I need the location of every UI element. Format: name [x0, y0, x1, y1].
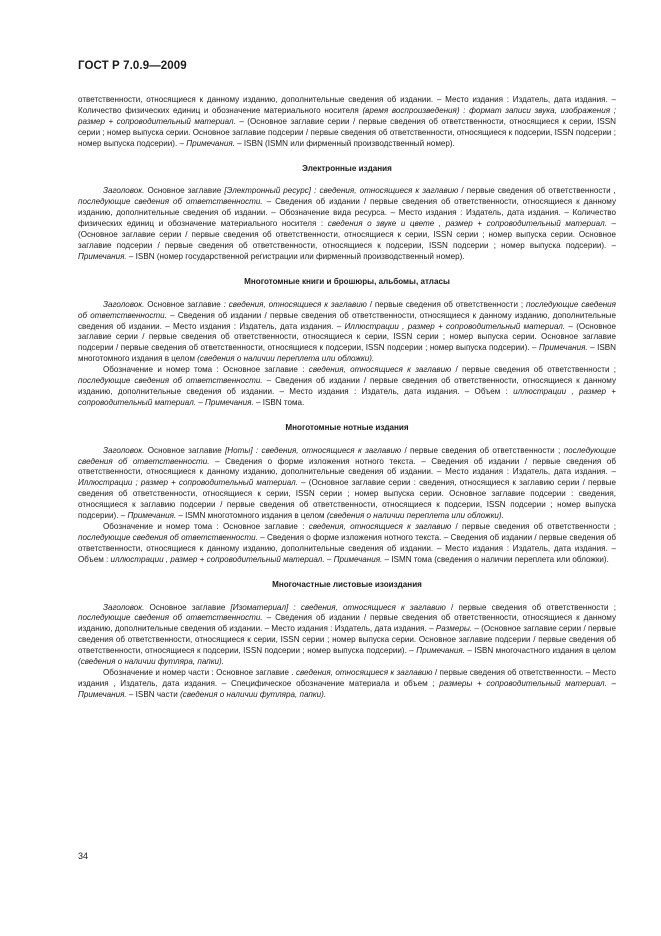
text-run: – ISBN (номер государственной регистрации или фирменный производственный номер).	[126, 251, 465, 261]
body-paragraph	[78, 186, 616, 262]
italic-text: Заголовок.	[103, 602, 145, 612]
italic-text: [Ноты] : сведения, относящиеся к заглавию	[225, 445, 402, 455]
section-heading: Многочастные листовые изоиздания	[272, 579, 422, 589]
italic-text: (время воспроизведения) : формат записи звука, изображения ; размер + сопроводительный материал.	[78, 105, 616, 126]
italic-text: последующие сведения об ответственности.	[78, 299, 616, 320]
text-run: Основное заглавие	[144, 602, 231, 612]
text-run: Основное заглавие	[144, 186, 225, 196]
italic-text: Примечания.	[78, 251, 127, 261]
italic-text: [Электронный ресурс] : сведения, относящиеся к заглавию	[224, 186, 459, 196]
italic-text: иллюстрации , размер + сопроводительный материал.	[78, 386, 616, 407]
text-run: / первые сведения об ответственности ;	[445, 602, 616, 612]
body-paragraph	[78, 522, 616, 566]
italic-text: размеры + сопроводительный материал. – Примечания.	[78, 678, 616, 699]
section-heading: Многотомные нотные издания	[285, 422, 409, 432]
section-heading: Многотомные книги и брошюры, альбомы, атласы	[244, 276, 450, 286]
text-run: – ISMN тома (сведения о наличии переплета или обложки).	[382, 554, 609, 564]
text-run: – ISBN многотомного издания в целом	[78, 343, 617, 364]
text-run: – (Основное заглавие серии / первые сведения об ответственности, относящиеся к серии, ISSN серии ; номер выпуска серии. Основное заглавие подсерии / первые сведения об ответственности, относящиеся к подсерии, ISSN подсерии ; номер выпуска подсерии). –	[78, 321, 617, 353]
italic-text: Заголовок.	[103, 445, 145, 455]
italic-text: : сведения, относящиеся к заглавию	[223, 299, 367, 309]
italic-text: Заголовок.	[103, 186, 145, 196]
text-run: – ISBN (ISMN или фирменный производственный номер).	[234, 138, 455, 148]
text-run: Обозначение и номер тома : Основное заглавие :	[103, 522, 309, 531]
text-run: –	[196, 397, 206, 407]
standard-header: ГОСТ Р 7.0.9—2009	[78, 60, 187, 72]
italic-text: Примечания.	[538, 343, 588, 353]
italic-text: последующие сведения об ответственности.	[78, 532, 258, 542]
italic-text: Примечания.	[333, 554, 383, 564]
text-run: – Сведения об издании / первые сведения об ответственности, относящиеся к данному изданию, дополнительные сведения об издании. – Место издания : Издатель, дата издания. – Объем :	[78, 376, 616, 396]
text-run: Обозначение и номер тома : Основное заглавие :	[103, 365, 309, 375]
text-run: – Сведения о форме изложения нотного текста. – Сведения об издании / первые сведения об ответственности, относящиеся к данному изданию, дополнительные сведения об издании. – Место издания : Издатель, дата издания. –	[78, 456, 616, 477]
text-run: Обозначение и номер части : Основное заглавие .	[103, 667, 296, 677]
italic-text: Заголовок.	[103, 299, 145, 309]
body-paragraph	[78, 300, 616, 365]
text-run: – Сведения об издании / первые сведения об ответственности, относящиеся к данному изданию, дополнительные сведения об издании. – Место издания : Издатель, дата издания. –	[78, 310, 616, 331]
text-run: – ISBN тома.	[253, 397, 305, 407]
page-number: 34	[78, 851, 89, 861]
text-run: – ISMN многотомного издания в целом	[176, 511, 327, 521]
text-run: – ISBN части	[126, 689, 181, 699]
italic-text: [Изоматериал] : сведения, относящиеся к заглавию	[230, 602, 446, 612]
body-paragraph	[78, 95, 616, 150]
italic-text: Иллюстрации ; размер + сопроводительный материал.	[78, 478, 298, 488]
italic-text: сведения о звуке и цвете , размер + сопроводительный материал.	[327, 219, 607, 229]
text-run: / первые сведения об ответственности ;	[401, 445, 564, 455]
text-run: – (Основное заглавие серии : сведения, относящиеся к заглавию серии / первые сведения об ответственности, относящиеся к серии, ISSN серии ; номер выпуска серии. Основное заглавие подсерии : сведения, относящиеся к заглавию подсерии / первые сведения об ответственности, относящиеся к подсерии, ISSN подсерии ; номер выпуска подсерии). –	[78, 478, 616, 521]
text-run: – Сведения об издании / первые сведения об ответственности, относящиеся к данному изданию, дополнительные сведения об издании. – Обозначение вида ресурса. – Место издания : Издатель, дата издания. – Количество физических единиц и обозначение материального носителя :	[78, 197, 616, 229]
text-run: – Сведения об издании / первые сведения об ответственности, относящиеся к данному изданию, дополнительные сведения об издании. – Место издания : Издатель, дата издания. –	[78, 613, 616, 634]
body-paragraph	[78, 603, 616, 668]
text-run: Основное заглавие	[144, 299, 224, 309]
italic-text: (сведения о наличии переплета или обложки).	[197, 354, 375, 364]
body-paragraph	[78, 446, 616, 522]
text-run: Основное заглавие	[144, 445, 226, 455]
text-run: – (Основное заглавие серии / первые сведения об ответственности, относящиеся к серии, ISSN серии ; номер выпуска серии. Основное заглавие подсерии / первые сведения об ответственности, относящиеся к подсерии, ISSN подсерии ; номер выпуска подсерии). –	[78, 219, 616, 250]
text-run: – (Основное заглавие серии / первые сведения об ответственности, относящиеся к серии, ISSN серии ; номер выпуска серии. Основное заглавие подсерии / первые сведения об ответственности, относящиеся к подсерии, ISSN подсерии ; номер выпуска подсерии). –	[78, 116, 616, 148]
italic-text: последующие сведения об ответственности.	[78, 613, 263, 623]
section-heading: Электронные издания	[302, 163, 392, 173]
text-run: – Сведения о форме изложения нотного текста. – Сведения об издании / первые сведения об ответственности, относящиеся к данному изданию, дополнительные сведения об издании. – Место издания : Издатель, дата издания. – Объем :	[78, 532, 616, 564]
italic-text: (сведения о наличии футляра, папки).	[180, 689, 327, 699]
italic-text: последующие сведения об ответственности.	[78, 376, 263, 386]
italic-text: последующие сведения об ответственности.	[78, 445, 616, 466]
body-paragraph	[78, 365, 616, 409]
document-body	[78, 95, 616, 701]
italic-text: Примечания.	[416, 646, 465, 656]
italic-text: сведения, относящиеся к заглавию	[308, 522, 452, 531]
italic-text: Иллюстрации , размер + сопроводительный материал.	[344, 321, 566, 331]
italic-text: сведения, относящиеся к заглавию	[308, 365, 452, 375]
italic-text: сведения, относящиеся к заглавию	[295, 667, 433, 677]
italic-text: иллюстрации , размер + сопроводительный материал.	[110, 554, 325, 564]
italic-text: Примечания.	[186, 138, 235, 148]
body-paragraph	[78, 668, 616, 701]
italic-text: Примечания.	[205, 397, 254, 407]
italic-text: (сведения о наличии футляра, папки).	[78, 657, 224, 667]
text-run: / первые сведения об ответственности ;	[366, 299, 526, 309]
text-run: / первые сведения об ответственности ;	[451, 522, 617, 531]
italic-text: , последующие сведения об ответственности.	[78, 186, 616, 207]
text-run: ответственности, относящиеся к данному изданию, дополнительные сведения об издании. – Место издания : Издатель, дата издания. – Количество физических единиц и обозначение материального носителя	[78, 95, 616, 115]
text-run: – (Основное заглавие серии / первые сведения об ответственности, относящиеся к серии, ISSN серии ; номер выпуска серии. Основное заглавие подсерии / первые сведения об ответственности, относящиеся к подсерии, ISSN подсерии ; номер выпуска подсерии). –	[78, 624, 616, 656]
italic-text: Размеры.	[435, 624, 473, 634]
text-run: / первые сведения об ответственности	[458, 186, 614, 196]
text-run: / первые сведения об ответственности ;	[451, 365, 617, 375]
text-run: –	[324, 554, 334, 564]
italic-text: Примечания.	[127, 511, 177, 521]
text-run: – ISBN многочастного издания в целом	[464, 646, 616, 656]
italic-text: (сведения о наличии переплета или обложки).	[326, 511, 504, 521]
text-run: / первые сведения об ответственности. – Место издания , Издатель, дата издания. – Специфическое обозначение материала и объем ;	[78, 667, 616, 688]
